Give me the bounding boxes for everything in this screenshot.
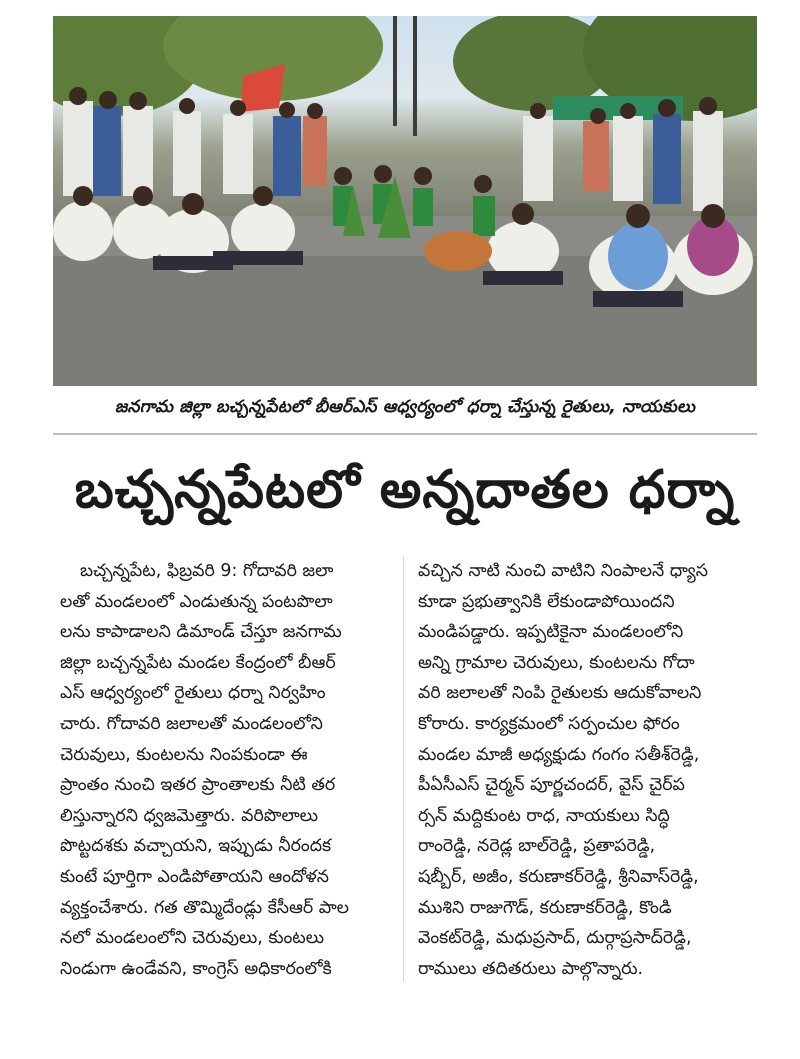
body-line: రాములు తదితరులు పాల్గొన్నారు. xyxy=(418,958,644,979)
body-line: కోరారు. కార్యక్రమంలో సర్పంచుల ఫోరం xyxy=(418,713,680,734)
body-line: వరి జలాలతో నింపి రైతులకు ఆదుకోవాలని xyxy=(418,683,702,704)
body-line: వెంకట్‌రెడ్డి, మధుప్రసాద్, దుర్గాప్రసాద్‌రెడ్డి, xyxy=(418,928,692,949)
body-line: షబ్బీర్, అజీం, కరుణాకర్‌రెడ్డి, శ్రీనివాస్‌రెడ్డి, xyxy=(418,866,699,887)
body-line: వచ్చిన నాటి నుంచి వాటిని నింపాలనే ధ్యాస xyxy=(418,561,708,581)
photo-caption: జనగామ జిల్లా బచ్చన్నపేటలో బీఆర్ఎస్ ఆధ్వర్యంలో ధర్నా చేస్తున్న రైతులు, నాయకులు xyxy=(114,397,696,417)
body-line: కూడా ప్రభుత్వానికి లేకుండాపోయిందని xyxy=(418,591,675,612)
body-line: బచ్చన్నపేట, ఫిబ్రవరి 9: గోదావరి జలా xyxy=(80,561,334,581)
body-line: చారు. గోదావరి జలాలతో మండలంలోని xyxy=(60,713,323,734)
body-line: ఎస్ ఆధ్వర్యంలో రైతులు ధర్నా నిర్వహిం xyxy=(60,683,326,704)
body-line: లతో మండలంలో ఎండుతున్న పంటపొలా xyxy=(60,591,333,612)
article-left-column xyxy=(60,556,390,984)
body-line: లను కాపాడాలని డిమాండ్ చేస్తూ జనగామ xyxy=(60,622,342,643)
protest-scene-image xyxy=(53,16,757,386)
body-line: పీఏసీఎస్ చైర్మన్ పూర్ణచందర్, వైస్ చైర్‌ప xyxy=(418,775,685,796)
news-photo xyxy=(53,16,757,386)
body-line: మండిపడ్డారు. ఇప్పటికైనా మండలంలోని xyxy=(418,622,684,643)
body-line: పొట్టదశకు వచ్చాయని, ఇప్పుడు నీరందక xyxy=(60,836,332,857)
body-line: ముశిని రాజుగౌడ్, కరుణాకర్‌రెడ్డి, కొండి xyxy=(418,897,672,918)
body-line: రాంరెడ్డి, నరెడ్ల బాల్‌రెడ్డి, ప్రతాపరెడ్డి, xyxy=(418,836,656,857)
body-line: కుంటే పూర్తిగా ఎండిపోతాయని ఆందోళన xyxy=(60,866,329,887)
body-line: జిల్లా బచ్చన్నపేట మండల కేంద్రంలో బీఆర్ xyxy=(60,652,336,673)
separator-line xyxy=(53,433,757,435)
body-line: ప్రాంతం నుంచి ఇతర ప్రాంతాలకు నీటి తర xyxy=(60,775,336,796)
column-divider xyxy=(403,556,404,982)
body-line: నిండుగా ఉండేవని, కాంగ్రెస్ అధికారంలోకి xyxy=(60,958,332,979)
body-line: అన్ని గ్రామాల చెరువులు, కుంటలను గోదా xyxy=(418,652,695,673)
body-line: ర్సన్ మద్దికుంట రాధ, నాయకులు సిద్ధి xyxy=(418,805,670,826)
body-line: వ్యక్తంచేశారు. గత తొమ్మిదేండ్లు కేసీఆర్ పాల xyxy=(60,897,349,918)
body-line: లిస్తున్నారని ధ్వజమెత్తారు. వరిపొలాలు xyxy=(60,805,319,826)
article-right-column xyxy=(418,556,758,984)
body-line: నలో మండలంలోని చెరువులు, కుంటలు xyxy=(60,928,325,949)
article-headline: బచ్చన్నపేటలో అన్నదాతల ధర్నా xyxy=(74,460,736,520)
body-line: మండల మాజీ అధ్యక్షుడు గంగం సతీశ్‌రెడ్డి, xyxy=(418,744,700,765)
body-line: చెరువులు, కుంటలను నింపకుండా ఈ xyxy=(60,744,308,765)
